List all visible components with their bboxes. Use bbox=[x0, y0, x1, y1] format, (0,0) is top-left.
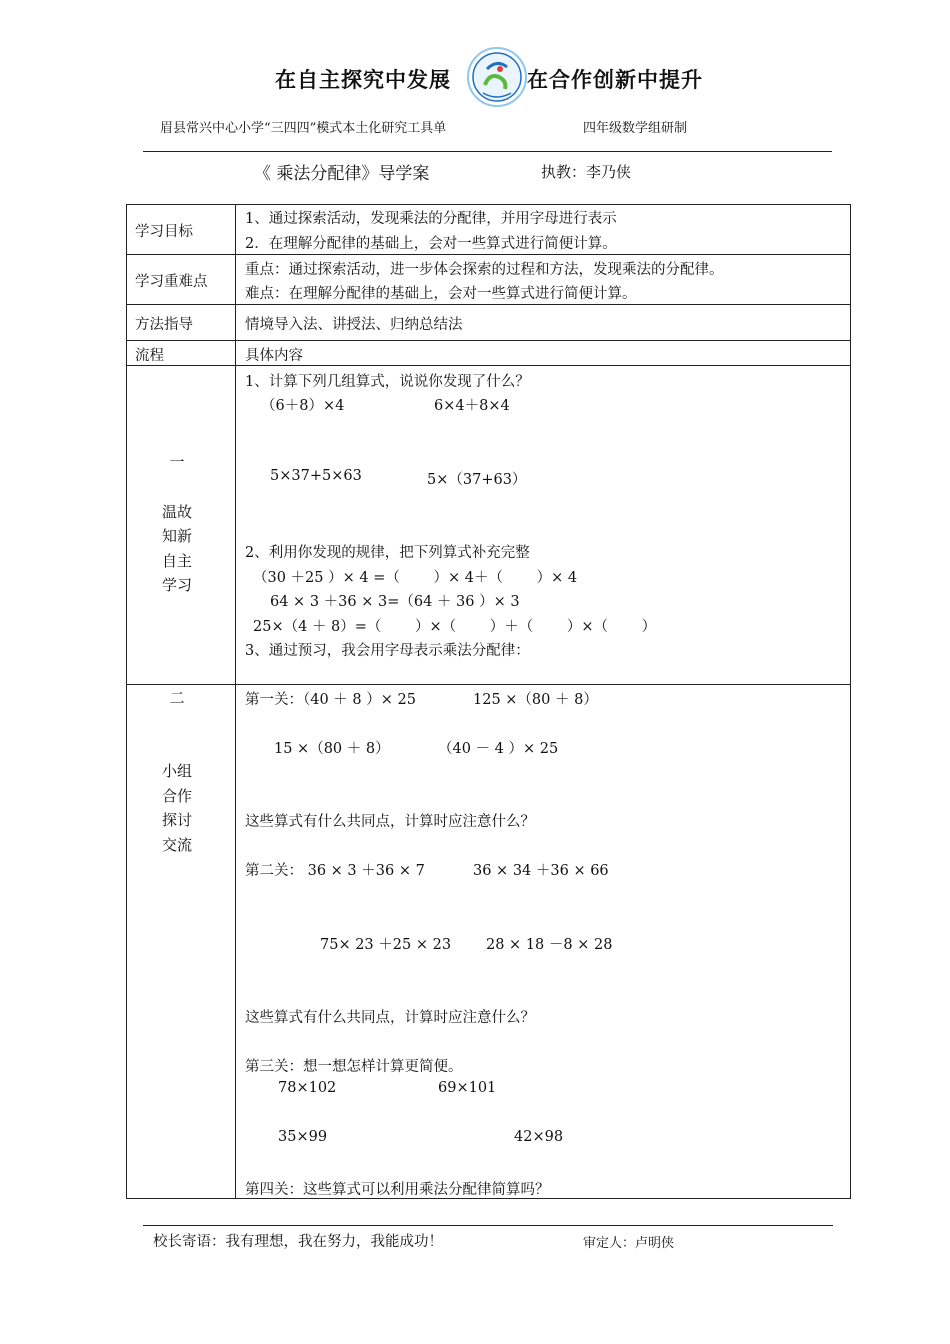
s1-question-2: 2、利用你发现的规律，把下列算式补充完整 bbox=[245, 545, 530, 561]
goal-label: 学习目标 bbox=[127, 205, 236, 255]
level1-expr: 125 ×（80 ＋ 8） bbox=[473, 692, 598, 708]
level3-expr: 35×99 bbox=[278, 1129, 328, 1145]
lesson-plan-table bbox=[126, 204, 851, 1199]
level1-expr: （40 － 4 ）× 25 bbox=[438, 741, 559, 757]
level2-expr: 第二关： 36 × 3 ＋36 × 7 bbox=[245, 863, 425, 879]
s1-fill-line: 64 × 3 ＋36 × 3=（64 ＋ 36 ）× 3 bbox=[270, 594, 520, 610]
level2-expr: 75× 23 ＋25 × 23 bbox=[320, 937, 452, 953]
key-label: 学习重难点 bbox=[127, 255, 236, 305]
section2-name-4: 交流 bbox=[161, 836, 192, 854]
section2-name-3: 探讨 bbox=[161, 811, 192, 829]
flow-text: 具体内容 bbox=[245, 348, 303, 364]
flow-label: 流程 bbox=[127, 341, 236, 366]
level2-question: 这些算式有什么共同点，计算时应注意什么？ bbox=[245, 1010, 535, 1026]
table-row bbox=[127, 685, 851, 1199]
subtitle-right: 四年级数学组研制 bbox=[583, 121, 688, 136]
level1-expr: 15 ×（80 ＋ 8） bbox=[274, 741, 390, 757]
section1-name-2: 知新 bbox=[161, 527, 192, 545]
level3-expr: 42×98 bbox=[514, 1129, 564, 1145]
subtitle-left: 眉县常兴中心小学“三四四”模式本土化研究工具单 bbox=[160, 121, 447, 136]
table-row bbox=[127, 255, 851, 305]
key-line-2: 难点：在理解分配律的基础上，会对一些算式进行简便计算。 bbox=[245, 286, 637, 302]
level1-expr: 第一关：（40 ＋ 8 ）× 25 bbox=[245, 692, 416, 708]
section1-name-1: 温故 bbox=[161, 503, 192, 521]
level3-expr: 78×102 bbox=[278, 1080, 337, 1096]
level4-title: 第四关：这些算式可以利用乘法分配律简算吗？ bbox=[245, 1182, 550, 1198]
level2-expr: 36 × 34 ＋36 × 66 bbox=[473, 863, 609, 879]
s1-fill-line: 25×（4 ＋ 8）=（ ）×（ ）＋（ ）×（ ） bbox=[253, 619, 657, 635]
header-divider bbox=[143, 151, 832, 152]
method-text: 情境导入法、讲授法、归纳总结法 bbox=[245, 317, 463, 333]
section1-name-4: 学习 bbox=[161, 576, 192, 594]
level1-question: 这些算式有什么共同点，计算时应注意什么？ bbox=[245, 814, 535, 830]
table-row bbox=[127, 366, 851, 685]
s1-expr: 6×4＋8×4 bbox=[434, 398, 510, 414]
reviewer: 审定人：卢明侠 bbox=[583, 1236, 675, 1251]
key-line-1: 重点：通过探索活动，进一步体会探索的过程和方法，发现乘法的分配律。 bbox=[245, 262, 724, 278]
s1-question-3: 3、通过预习，我会用字母表示乘法分配律： bbox=[245, 643, 530, 659]
s1-expr: 5×（37+63） bbox=[427, 472, 527, 488]
s1-fill-line: （30 ＋25 ）× 4 =（ ）× 4＋（ ）× 4 bbox=[253, 570, 578, 586]
doc-title: 《 乘法分配律》导学案 bbox=[254, 164, 430, 184]
section1-name-3: 自主 bbox=[161, 552, 192, 570]
level3-expr: 69×101 bbox=[438, 1080, 497, 1096]
teacher-name: 执教：李乃侠 bbox=[541, 163, 632, 181]
level3-title: 第三关：想一想怎样计算更简便。 bbox=[245, 1059, 463, 1075]
level2-expr: 28 × 18 －8 × 28 bbox=[486, 937, 613, 953]
s1-question-1: 1、计算下列几组算式，说说你发现了什么？ bbox=[245, 374, 530, 390]
footer-divider bbox=[143, 1225, 833, 1226]
goal-line-2: 2．在理解分配律的基础上，会对一些算式进行简便计算。 bbox=[245, 236, 617, 252]
school-logo-icon bbox=[467, 47, 527, 107]
header-title-left: 在自主探究中发展 bbox=[275, 68, 451, 92]
method-label: 方法指导 bbox=[127, 305, 236, 341]
section2-number: 二 bbox=[169, 689, 185, 707]
s1-expr: （6＋8）×4 bbox=[261, 398, 345, 414]
section2-name-1: 小组 bbox=[161, 762, 192, 780]
header-title-right: 在合作创新中提升 bbox=[527, 68, 703, 92]
table-row bbox=[127, 205, 851, 255]
table-row bbox=[127, 341, 851, 366]
table-row bbox=[127, 305, 851, 341]
principal-motto: 校长寄语：我有理想，我在努力，我能成功！ bbox=[153, 1234, 443, 1250]
goal-line-1: 1、通过探索活动，发现乘法的分配律，并用字母进行表示 bbox=[245, 211, 617, 227]
section2-name-2: 合作 bbox=[161, 787, 192, 805]
s1-expr: 5×37+5×63 bbox=[270, 468, 362, 484]
section1-number: 一 bbox=[169, 453, 185, 471]
